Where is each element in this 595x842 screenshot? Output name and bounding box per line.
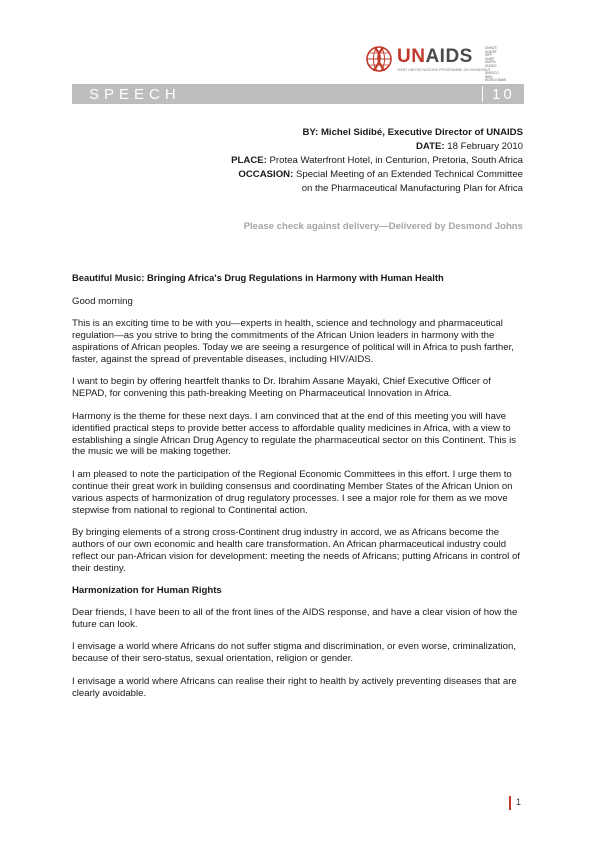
cosponsor-line: UNODC <box>485 63 497 68</box>
body-paragraph: By bringing elements of a strong cross-Continent drug industry in accord, we as Africans become the authors of our own economic and health care transformation. An African pharmaceutical industry could reflect our pan-African vision for development: meeting the needs of Africans; putting Africans in control of their destiny. <box>72 527 520 574</box>
meta-date-value: 18 February 2010 <box>447 141 523 152</box>
cosponsor-line: UNESCO <box>485 71 499 76</box>
cosponsor-line: UNFPA <box>485 60 496 65</box>
body-paragraph: I am pleased to note the participation of the Regional Economic Committees in this effort. I urge them to continue their great work in building consensus and coordinating Member States of the African Union on various aspects of harmonization of drug regulatory processes. I see a major role for them as we move stepwise from national to regional to Continental action. <box>72 468 513 516</box>
body-paragraph: Harmony is the theme for these next days. I am convinced that at the end of this meeting you will have identified practical steps to provide better access to affordable quality medicines in Africa, with a view to establishing a single African Drug Agency to regulate the pharmaceutical sector on this Continent. This is the music we will be making together. <box>72 410 517 458</box>
unaids-ribbon-globe-icon <box>364 44 394 74</box>
cosponsor-line: UNICEF <box>485 49 497 54</box>
footer-accent-bar <box>509 796 511 810</box>
meta-by-label: BY: <box>302 127 319 138</box>
logo-subline: JOINT UNITED NATIONS PROGRAMME ON HIV/AIDS <box>397 68 486 72</box>
greeting: Good morning <box>72 295 133 307</box>
section-subheading: Harmonization for Human Rights <box>72 585 222 597</box>
unaids-logo <box>364 42 514 83</box>
body-paragraph: I envisage a world where Africans do not suffer stigma and discrimination, or even worse, criminalization, because of their sero-status, sexual orientation, religion or gender. <box>72 641 517 665</box>
logo-wordmark-prefix: UN <box>397 46 426 67</box>
cosponsor-line: WORLD BANK <box>485 78 507 83</box>
logo-wordmark-suffix: AIDS <box>425 46 473 67</box>
meta-by-row <box>83 126 523 140</box>
body-paragraph: I envisage a world where Africans can realise their right to health by actively preventing diseases that are clearly avoidable. <box>72 675 517 699</box>
meta-place-label: PLACE: <box>231 155 267 166</box>
meta-date-label: DATE: <box>415 141 445 152</box>
cosponsor-line: WFP <box>485 53 493 58</box>
meta-occasion-value-1: Special Meeting of an Extended Technical Committee <box>295 169 523 180</box>
meta-date-row <box>83 140 523 154</box>
page-number: 1 <box>516 797 522 807</box>
speech-title: Beautiful Music: Bringing Africa's Drug Regulations in Harmony with Human Health <box>72 272 444 283</box>
cosponsor-line: WHO <box>485 74 493 79</box>
meta-by-value: Michel Sidibé, Executive Director of UNAIDS <box>320 127 523 138</box>
body-paragraph: Dear friends, I have been to all of the front lines of the AIDS response, and have a clear vision of how the future can look. <box>72 607 518 630</box>
cosponsor-line: ILO <box>485 67 491 72</box>
meta-occasion-value-2: on the Pharmaceutical Manufacturing Plan for Africa <box>301 183 523 194</box>
meta-occasion-label: OCCASION: <box>238 169 294 180</box>
meta-occasion-row <box>83 168 523 182</box>
meta-place-value: Protea Waterfront Hotel, in Centurion, Pretoria, South Africa <box>269 155 523 166</box>
body-paragraph: I want to begin by offering heartfelt thanks to Dr. Ibrahim Assane Mayaki, Chief Executive Officer of NEPAD, for convening this path-breaking Meeting on Pharmaceutical Innovation in Africa. <box>72 376 491 400</box>
cosponsor-list <box>485 47 515 83</box>
document-type-banner <box>72 84 524 104</box>
cosponsor-line: UNHCR <box>485 46 497 50</box>
meta-occasion-continuation <box>83 182 523 196</box>
meta-place-row <box>83 154 523 168</box>
body-paragraph: This is an exciting time to be with you—experts in health, science and technology and pharmaceutical regulation—as you strive to bring the commitments of the African Union leaders in harmony with the aspirations of African peoples. Today we are seeing a resurgence of political will in Africa to push farther, faster, against the spread of preventable diseases, including HIV/AIDS. <box>72 318 514 366</box>
banner-divider <box>482 86 483 102</box>
delivery-note: Please check against delivery—Delivered by Desmond Johns <box>243 221 523 232</box>
banner-label: SPEECH <box>89 86 181 103</box>
logo-wordmark <box>397 46 473 68</box>
speech-body <box>72 272 524 710</box>
speech-metadata <box>83 126 523 196</box>
cosponsor-line: UNDP <box>485 56 495 61</box>
banner-number: 10 <box>492 86 515 103</box>
